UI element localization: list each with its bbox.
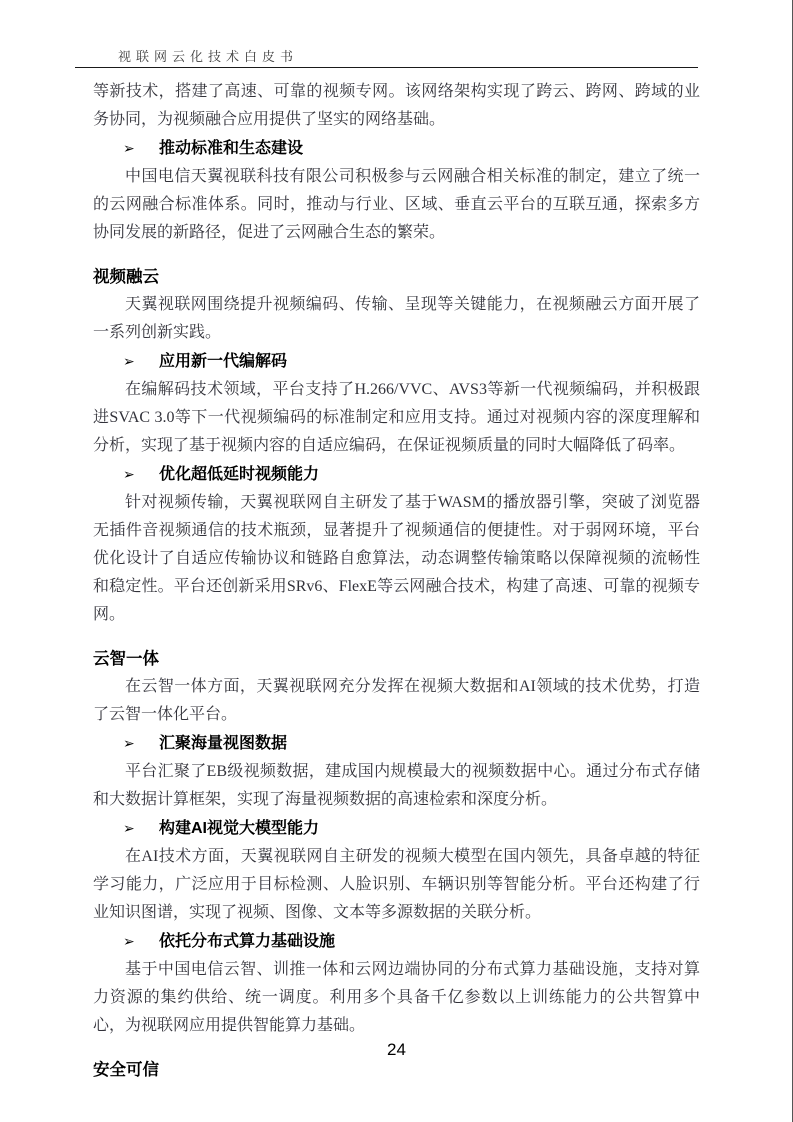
- bullet-heading-label: 优化超低延时视频能力: [159, 466, 320, 483]
- section-heading: 安全可信: [93, 1061, 159, 1079]
- bullet-heading: [123, 347, 700, 376]
- paragraph: 天翼视联网围绕提升视频编码、传输、呈现等关键能力，在视频融云方面开展了一系列创新实践。: [93, 296, 700, 341]
- arrow-bullet-icon: ➢: [123, 466, 135, 482]
- arrow-bullet-icon: ➢: [123, 820, 135, 836]
- section-heading: 云智一体: [93, 650, 159, 668]
- bullet-heading-label: 应用新一代编解码: [159, 353, 288, 370]
- arrow-bullet-icon: ➢: [123, 353, 135, 369]
- bullet-heading: [123, 134, 700, 163]
- section-heading: 视频融云: [93, 268, 159, 286]
- bullet-heading: [123, 460, 700, 489]
- paragraph: 在AI技术方面，天翼视联网自主研发的视频大模型在国内领先，具备卓越的特征学习能力，广泛应用于目标检测、人脸识别、车辆识别等智能分析。平台还构建了行业知识图谱，实现了视频、图像、文本等多源数据的关联分析。: [93, 848, 700, 921]
- page-content: [93, 78, 700, 1084]
- paragraph: 平台汇聚了EB级视频数据，建成国内规模最大的视频数据中心。通过分布式存储和大数据计算框架，实现了海量视频数据的高速检索和深度分析。: [93, 763, 700, 808]
- bullet-heading: [123, 814, 700, 843]
- bullet-heading-label: 汇聚海量视图数据: [159, 735, 288, 752]
- arrow-bullet-icon: ➢: [123, 735, 135, 751]
- paragraph: 基于中国电信云智、训推一体和云网边端协同的分布式算力基础设施，支持对算力资源的集约供给、统一调度。利用多个具备千亿参数以上训练能力的公共智算中心，为视联网应用提供智能算力基础。: [93, 961, 700, 1034]
- paragraph: 中国电信天翼视联科技有限公司积极参与云网融合相关标准的制定，建立了统一的云网融合标准体系。同时，推动与行业、区域、垂直云平台的互联互通，探索多方协同发展的新路径，促进了云网融合生态的繁荣。: [93, 168, 700, 241]
- running-header-title: 视联网云化技术白皮书: [118, 49, 299, 64]
- paragraph: 等新技术，搭建了高速、可靠的视频专网。该网络架构实现了跨云、跨网、跨域的业务协同，为视频融合应用提供了坚实的网络基础。: [93, 83, 700, 128]
- paragraph: 在云智一体方面，天翼视联网充分发挥在视频大数据和AI领域的技术优势，打造了云智一体化平台。: [93, 678, 700, 723]
- header-divider-rule: [75, 67, 698, 68]
- arrow-bullet-icon: ➢: [123, 933, 135, 949]
- bullet-heading-label: 构建AI视觉大模型能力: [159, 820, 320, 837]
- page-number: 24: [387, 1040, 406, 1059]
- bullet-heading-label: 推动标准和生态建设: [159, 140, 304, 157]
- paragraph: 针对视频传输，天翼视联网自主研发了基于WASM的播放器引擎，突破了浏览器无插件音视频通信的技术瓶颈，显著提升了视频通信的便捷性。对于弱网环境，平台优化设计了自适应传输协议和链路自愈算法，动态调整传输策略以保障视频的流畅性和稳定性。平台还创新采用SRv6、FlexE等云网融合技术，构建了高速、可靠的视频专网。: [93, 494, 700, 623]
- bullet-heading: [123, 927, 700, 956]
- arrow-bullet-icon: ➢: [123, 140, 135, 156]
- bullet-heading-label: 依托分布式算力基础设施: [159, 933, 336, 950]
- paragraph: 在编解码技术领域，平台支持了H.266/VVC、AVS3等新一代视频编码，并积极跟进SVAC 3.0等下一代视频编码的标准制定和应用支持。通过对视频内容的深度理解和分析，实现了基于视频内容的自适应编码，在保证视频质量的同时大幅降低了码率。: [93, 381, 700, 454]
- bullet-heading: [123, 729, 700, 758]
